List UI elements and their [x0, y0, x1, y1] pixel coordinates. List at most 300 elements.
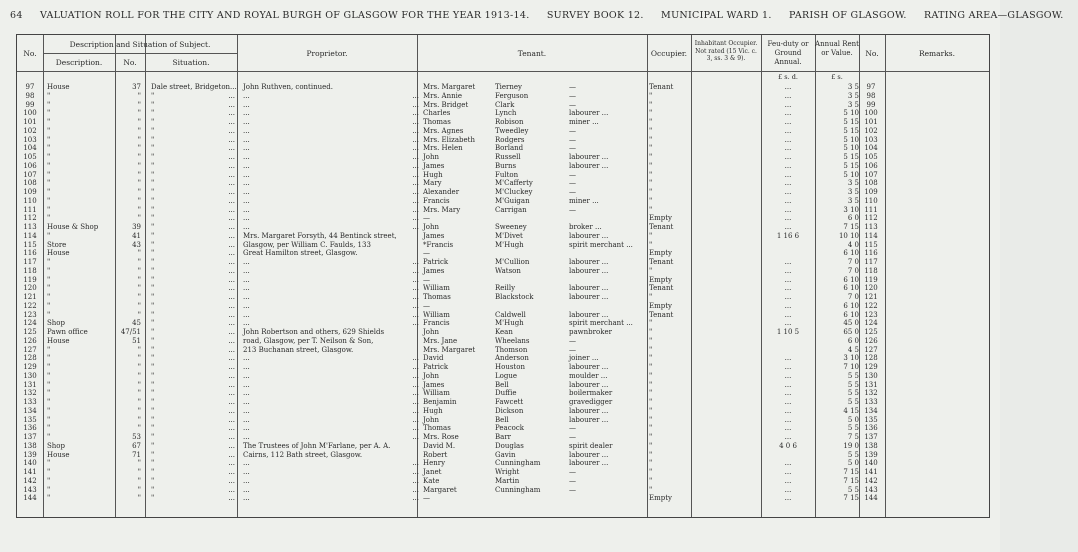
situation: "	[151, 126, 155, 135]
entry-number: 135	[23, 415, 37, 424]
subject-description: "	[47, 144, 51, 153]
entry-number-right: 141	[864, 468, 878, 476]
header-annual-rent: Annual Rent or Value.	[815, 40, 859, 57]
entry-number: 110	[23, 196, 37, 205]
proprietor: ...	[243, 424, 250, 433]
tenant-forename: Mrs. Rose	[423, 433, 459, 441]
proprietor-leader: ...	[412, 415, 419, 424]
subject-description: "	[47, 301, 51, 310]
feu-duty: ...	[784, 485, 792, 494]
tenant-surname: Kean	[495, 328, 513, 336]
entry-number-right: 116	[864, 249, 878, 258]
tenant-surname: Reilly	[495, 284, 516, 293]
proprietor-leader: ...	[412, 424, 419, 433]
annual-rent: 3 5	[847, 196, 859, 205]
entry-number-right: 130	[864, 371, 878, 380]
feu-duty: ...	[784, 476, 792, 485]
street-number: "	[137, 415, 141, 424]
situation: "	[151, 424, 155, 433]
annual-rent: 5 15	[843, 118, 859, 126]
proprietor: ...	[243, 118, 250, 126]
entry-number: 123	[23, 310, 37, 319]
entry-number-right: 125	[864, 328, 878, 336]
proprietor-leader: ...	[412, 284, 419, 293]
annual-rent: 5 0	[847, 459, 859, 468]
entry-number-right: 107	[864, 170, 878, 179]
annual-rent: 5 0	[847, 415, 859, 424]
proprietor-leader: ...	[412, 109, 419, 118]
entry-number-right: 136	[864, 424, 878, 433]
tenant-occupation: —	[569, 144, 576, 153]
subject-description: "	[47, 424, 51, 433]
table-row	[17, 214, 989, 222]
situation-leader: ...	[228, 406, 235, 415]
table-row	[17, 267, 989, 275]
entry-number: 127	[23, 345, 37, 354]
header-remarks: Remarks.	[918, 49, 956, 58]
occupier: "	[649, 240, 653, 249]
occupier: "	[649, 109, 653, 118]
situation: "	[151, 205, 155, 214]
tenant-occupation: broker ...	[569, 223, 602, 231]
entry-number-right: 101	[864, 118, 878, 126]
tenant-forename: William	[423, 310, 450, 319]
feu-duty: ...	[784, 179, 792, 188]
proprietor-leader: ...	[412, 494, 419, 503]
occupier: "	[649, 468, 653, 476]
situation-leader: ...	[228, 118, 235, 126]
situation: "	[151, 336, 155, 345]
table-row	[17, 127, 989, 135]
annual-rent: 65 0	[843, 328, 859, 336]
situation-leader: ...	[228, 135, 235, 144]
proprietor-leader: ...	[412, 144, 419, 153]
proprietor: ...	[243, 319, 250, 328]
feu-duty: ...	[784, 468, 792, 476]
tenant-occupation: labourer ...	[569, 380, 609, 389]
proprietor-leader: ...	[412, 380, 419, 389]
annual-rent: 5 5	[847, 380, 859, 389]
occupier: Tenant	[649, 258, 674, 266]
annual-rent: 4 15	[843, 406, 859, 415]
situation-leader: ...	[228, 258, 235, 266]
street-number: "	[137, 485, 141, 494]
street-number: "	[137, 389, 141, 398]
occupier: "	[649, 293, 653, 301]
street-number: "	[137, 398, 141, 406]
proprietor: ...	[243, 161, 250, 170]
occupier: "	[649, 161, 653, 170]
subject-description: "	[47, 293, 51, 301]
situation-leader: ...	[228, 441, 235, 450]
proprietor: John Ruthven, continued.	[243, 83, 333, 91]
tenant-surname: Russell	[495, 153, 521, 161]
situation-leader: ...	[228, 161, 235, 170]
annual-rent: 6 10	[843, 249, 859, 258]
entry-number: 138	[23, 441, 37, 450]
proprietor: ...	[243, 380, 250, 389]
subject-description: House	[47, 83, 70, 91]
table-row	[17, 398, 989, 406]
tenant-occupation: labourer ...	[569, 450, 609, 459]
street-number: "	[137, 258, 141, 266]
table-row	[17, 302, 989, 310]
proprietor: ...	[243, 398, 250, 406]
proprietor: Mrs. Margaret Forsyth, 44 Bentinck street,	[243, 231, 397, 240]
occupier: "	[649, 153, 653, 161]
situation-leader: ...	[228, 389, 235, 398]
table-row	[17, 407, 989, 415]
entry-number-right: 144	[864, 494, 878, 503]
entry-number-right: 122	[864, 301, 878, 310]
table-row	[17, 171, 989, 179]
tenant-surname: Carrigan	[495, 205, 527, 214]
tenant-occupation: labourer ...	[569, 109, 609, 118]
situation: "	[151, 284, 155, 293]
entry-number-right: 100	[864, 109, 878, 118]
entry-number: 107	[23, 170, 37, 179]
proprietor: Great Hamilton street, Glasgow.	[243, 249, 358, 258]
tenant-occupation: pawnbroker	[569, 328, 612, 336]
street-number: "	[137, 459, 141, 468]
situation: "	[151, 363, 155, 371]
feu-duty: ...	[784, 310, 792, 319]
entry-number: 141	[23, 468, 37, 476]
entry-number: 124	[23, 319, 37, 328]
situation: "	[151, 170, 155, 179]
tenant-forename: —	[423, 494, 430, 503]
tenant-surname: Blackstock	[495, 293, 534, 301]
situation: "	[151, 144, 155, 153]
subject-description: "	[47, 433, 51, 441]
entry-number: 108	[23, 179, 37, 188]
situation: "	[151, 231, 155, 240]
feu-duty: ...	[784, 406, 792, 415]
annual-rent: 7 5	[847, 433, 859, 441]
occupier: "	[649, 135, 653, 144]
tenant-occupation: spirit merchant ...	[569, 319, 633, 328]
street-number: "	[137, 363, 141, 371]
annual-rent: 7 0	[847, 266, 859, 275]
entry-number: 119	[23, 275, 37, 284]
feu-duty: ...	[784, 380, 792, 389]
rating-area: RATING AREA—GLASGOW.	[924, 10, 1064, 21]
tenant-occupation: —	[569, 345, 576, 354]
street-number: "	[137, 275, 141, 284]
street-number: "	[137, 301, 141, 310]
tenant-forename: Thomas	[423, 293, 451, 301]
street-number: 45	[132, 319, 141, 328]
proprietor-leader: ...	[412, 170, 419, 179]
situation: "	[151, 100, 155, 109]
subject-description: "	[47, 363, 51, 371]
proprietor-leader: ...	[412, 371, 419, 380]
entry-number: 142	[23, 476, 37, 485]
tenant-occupation: labourer ...	[569, 231, 609, 240]
situation-leader: ...	[228, 144, 235, 153]
entry-number-right: 98	[866, 91, 876, 100]
tenant-occupation: —	[569, 485, 576, 494]
situation-leader: ...	[228, 468, 235, 476]
entry-number: 97	[25, 83, 35, 91]
tenant-surname: Duffie	[495, 389, 517, 398]
proprietor-leader: ...	[412, 205, 419, 214]
table-row	[17, 459, 989, 467]
street-number: "	[137, 126, 141, 135]
situation-leader: ...	[228, 328, 235, 336]
table-row	[17, 337, 989, 345]
entry-number-right: 99	[866, 100, 876, 109]
proprietor-leader: ...	[412, 485, 419, 494]
proprietor-leader: ...	[412, 258, 419, 266]
entry-number-right: 115	[864, 240, 878, 249]
tenant-surname: Sweeney	[495, 223, 527, 231]
occupier: Empty	[649, 494, 672, 503]
annual-rent: 6 10	[843, 301, 859, 310]
entry-number: 131	[23, 380, 37, 389]
subject-description: "	[47, 275, 51, 284]
proprietor: John Robertson and others, 629 Shields	[243, 328, 385, 336]
table-row	[17, 206, 989, 214]
feu-duty: ...	[784, 293, 792, 301]
street-number: "	[137, 91, 141, 100]
subject-description: "	[47, 345, 51, 354]
entry-number: 137	[23, 433, 37, 441]
situation-leader: ...	[228, 459, 235, 468]
tenant-forename: James	[423, 266, 445, 275]
entry-number: 117	[23, 258, 37, 266]
situation: Dale street, Bridgeton...	[151, 83, 237, 91]
feu-duty: ...	[784, 83, 792, 91]
feu-duty: ...	[784, 301, 792, 310]
roll-title: VALUATION ROLL FOR THE CITY AND ROYAL BURGH OF GLASGOW FOR THE YEAR 1913-14.	[40, 10, 530, 21]
subject-description: Shop	[47, 319, 65, 328]
entry-number: 140	[23, 459, 37, 468]
tenant-surname: Logue	[495, 371, 517, 380]
situation-leader: ...	[228, 485, 235, 494]
occupier: "	[649, 266, 653, 275]
tenant-occupation: labourer ...	[569, 161, 609, 170]
tenant-surname: Watson	[495, 266, 521, 275]
entry-number-right: 138	[864, 441, 878, 450]
occupier: "	[649, 363, 653, 371]
annual-rent: 6 0	[847, 336, 859, 345]
situation-leader: ...	[228, 249, 235, 258]
tenant-surname: M'Divet	[495, 231, 523, 240]
annual-rent: 3 5	[847, 100, 859, 109]
tenant-surname: M'Hugh	[495, 319, 524, 328]
feu-duty: ...	[784, 398, 792, 406]
situation: "	[151, 240, 155, 249]
tenant-surname: Bell	[495, 380, 509, 389]
occupier: "	[649, 91, 653, 100]
valuation-table	[16, 34, 990, 518]
street-number: "	[137, 214, 141, 223]
entry-number-right: 113	[864, 223, 878, 231]
proprietor: ...	[243, 433, 250, 441]
feu-duty: ...	[784, 494, 792, 503]
situation-leader: ...	[228, 476, 235, 485]
proprietor-leader: ...	[412, 223, 419, 231]
tenant-surname: Lynch	[495, 109, 517, 118]
annual-rent: 7 15	[843, 476, 859, 485]
tenant-occupation: miner ...	[569, 118, 599, 126]
proprietor-leader: ...	[412, 188, 419, 196]
tenant-forename: Hugh	[423, 406, 443, 415]
occupier: "	[649, 380, 653, 389]
proprietor: ...	[243, 188, 250, 196]
entry-number: 121	[23, 293, 37, 301]
subject-description: "	[47, 354, 51, 363]
proprietor: ...	[243, 205, 250, 214]
tenant-forename: Mrs. Jane	[423, 336, 458, 345]
table-row	[17, 144, 989, 152]
proprietor: ...	[243, 476, 250, 485]
subject-description: "	[47, 153, 51, 161]
situation-leader: ...	[228, 398, 235, 406]
situation: "	[151, 345, 155, 354]
tenant-forename: Mrs. Mary	[423, 205, 461, 214]
occupier: "	[649, 336, 653, 345]
header-tenant: Tenant.	[517, 49, 547, 58]
tenant-forename: Mrs. Helen	[423, 144, 463, 153]
proprietor: 213 Buchanan street, Glasgow.	[243, 345, 354, 354]
entry-number-right: 129	[864, 363, 878, 371]
subject-description: House	[47, 336, 70, 345]
tenant-occupation: moulder ...	[569, 371, 608, 380]
street-number: "	[137, 118, 141, 126]
situation-leader: ...	[228, 240, 235, 249]
tenant-surname: Rodgers	[495, 135, 525, 144]
tenant-occupation: —	[569, 468, 576, 476]
tenant-surname: Borland	[495, 144, 524, 153]
subject-description: "	[47, 266, 51, 275]
proprietor-leader: ...	[412, 363, 419, 371]
occupier: "	[649, 441, 653, 450]
tenant-forename: Mrs. Margaret	[423, 345, 476, 354]
situation-leader: ...	[228, 109, 235, 118]
tenant-forename: Francis	[423, 196, 450, 205]
header-inhabitant-occupier: Inhabitant Occupier. Not rated (15 Vic. c. 3, ss. 3 & 9).	[694, 40, 758, 62]
situation-leader: ...	[228, 153, 235, 161]
subject-description: "	[47, 161, 51, 170]
tenant-surname: Douglas	[495, 441, 524, 450]
tenant-forename: Benjamin	[423, 398, 457, 406]
tenant-forename: —	[423, 275, 430, 284]
annual-rent: 7 10	[843, 363, 859, 371]
proprietor: Glasgow, per William C. Faulds, 133	[243, 240, 371, 249]
feu-duty: ...	[784, 170, 792, 179]
annual-rent: 19 0	[843, 441, 859, 450]
situation: "	[151, 476, 155, 485]
street-number: "	[137, 109, 141, 118]
feu-duty: ...	[784, 214, 792, 223]
street-number: 53	[132, 433, 141, 441]
street-number: "	[137, 371, 141, 380]
proprietor: ...	[243, 485, 250, 494]
annual-rent: 3 10	[843, 354, 859, 363]
occupier: Tenant	[649, 223, 674, 231]
subject-description: "	[47, 91, 51, 100]
annual-rent: 5 5	[847, 398, 859, 406]
situation: "	[151, 433, 155, 441]
situation-leader: ...	[228, 363, 235, 371]
subject-description: "	[47, 380, 51, 389]
tenant-occupation: —	[569, 179, 576, 188]
situation-leader: ...	[228, 284, 235, 293]
proprietor: ...	[243, 196, 250, 205]
tenant-surname: Fulton	[495, 170, 519, 179]
table-row	[17, 118, 989, 126]
tenant-forename: Thomas	[423, 118, 451, 126]
tenant-surname: M'Cluckey	[495, 188, 533, 196]
header-description-group: Description and Situation of Subject.	[69, 40, 211, 49]
subject-description: "	[47, 415, 51, 424]
street-number: "	[137, 476, 141, 485]
table-row	[17, 136, 989, 144]
situation-leader: ...	[228, 415, 235, 424]
situation-leader: ...	[228, 354, 235, 363]
entry-number: 116	[23, 249, 37, 258]
occupier: "	[649, 354, 653, 363]
table-row	[17, 363, 989, 371]
tenant-occupation: —	[569, 476, 576, 485]
entry-number: 100	[23, 109, 37, 118]
annual-rent: 3 5	[847, 188, 859, 196]
entry-number: 133	[23, 398, 37, 406]
tenant-surname: Thomson	[495, 345, 528, 354]
situation-leader: ...	[228, 336, 235, 345]
feu-duty: ...	[784, 223, 792, 231]
proprietor-leader: ...	[412, 196, 419, 205]
annual-rent: 3 5	[847, 179, 859, 188]
proprietor-leader: ...	[412, 179, 419, 188]
subject-description: "	[47, 310, 51, 319]
situation: "	[151, 275, 155, 284]
table-row	[17, 293, 989, 301]
street-number: "	[137, 153, 141, 161]
street-number: 71	[132, 450, 141, 459]
subject-description: "	[47, 231, 51, 240]
tenant-surname: Cunningham	[495, 459, 541, 468]
annual-rent: 5 15	[843, 126, 859, 135]
entry-number-right: 126	[864, 336, 878, 345]
tenant-forename: Kate	[423, 476, 440, 485]
subject-description: "	[47, 371, 51, 380]
street-number: "	[137, 188, 141, 196]
tenant-forename: Mrs. Elizabeth	[423, 135, 475, 144]
entry-number-right: 123	[864, 310, 878, 319]
subject-description: Shop	[47, 441, 65, 450]
situation-leader: ...	[228, 100, 235, 109]
subject-description: "	[47, 459, 51, 468]
tenant-occupation: —	[569, 135, 576, 144]
proprietor-leader: ...	[412, 389, 419, 398]
entry-number: 132	[23, 389, 37, 398]
parish: PARISH OF GLASGOW.	[789, 10, 907, 21]
tenant-forename: Francis	[423, 319, 450, 328]
street-number: "	[137, 249, 141, 258]
subject-description: "	[47, 389, 51, 398]
tenant-surname: Bell	[495, 415, 509, 424]
tenant-occupation: joiner ...	[569, 354, 599, 363]
subject-description: "	[47, 485, 51, 494]
table-row	[17, 486, 989, 494]
entry-number: 104	[23, 144, 37, 153]
header-number: No.	[123, 58, 137, 67]
proprietor: ...	[243, 371, 250, 380]
entry-number: 111	[23, 205, 37, 214]
